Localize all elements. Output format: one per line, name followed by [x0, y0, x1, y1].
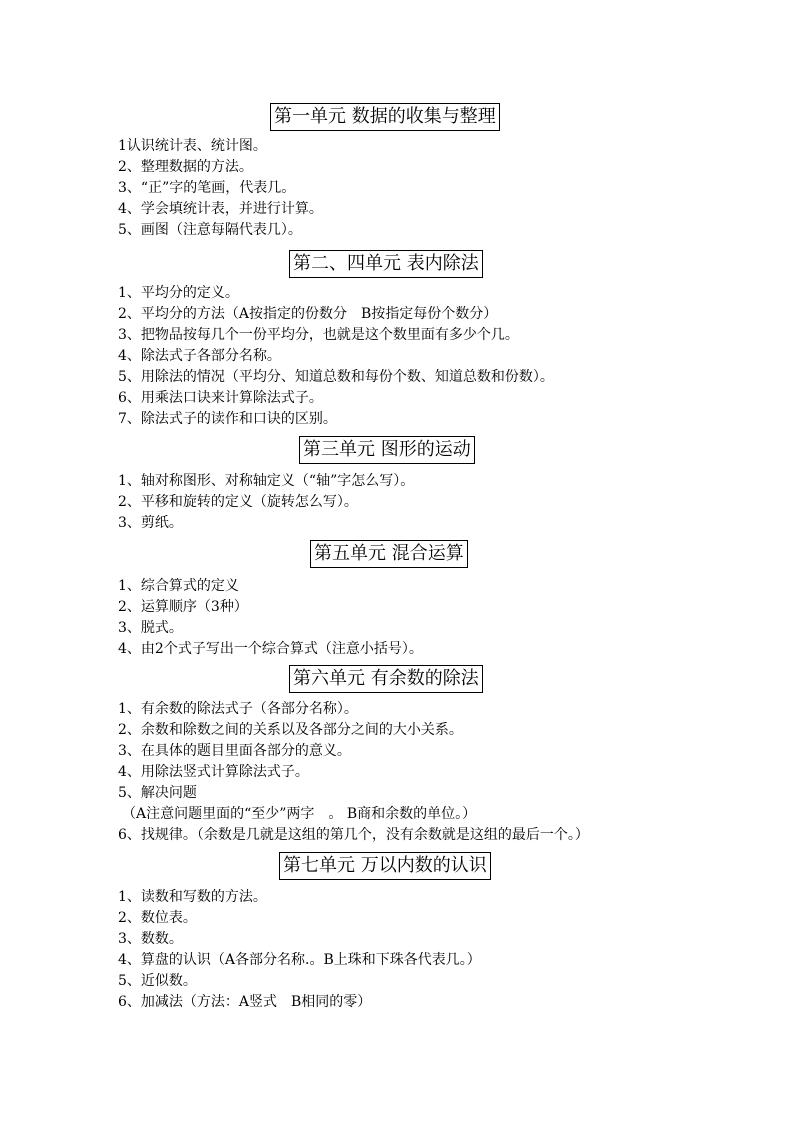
list-item: 5、用除法的情况（平均分、知道总数和每份个数、知道总数和份数）。	[118, 369, 554, 385]
list-item: 4、算盘的认识（A各部分名称.。B上珠和下珠各代表几。）	[118, 952, 481, 968]
list-item: 3、把物品按每几个一份平均分，也就是这个数里面有多少个几。	[118, 327, 519, 343]
list-item: 3、在具体的题目里面各部分的意义。	[118, 743, 351, 759]
section-title-unit-1: 第一单元 数据的收集与整理	[270, 103, 500, 131]
list-item: 1、平均分的定义。	[118, 285, 239, 301]
list-item: 3、剪纸。	[118, 515, 183, 531]
list-item: 3、数数。	[118, 931, 183, 947]
list-item: 6、用乘法口诀来计算除法式子。	[118, 390, 323, 406]
section-title-unit-3: 第三单元 图形的运动	[299, 436, 475, 464]
list-item: 5、画图（注意每隔代表几）。	[118, 222, 302, 238]
section-title-unit-7: 第七单元 万以内数的认识	[279, 852, 491, 880]
section-title-unit-2-4: 第二、四单元 表内除法	[289, 250, 483, 278]
list-item: 2、整理数据的方法。	[118, 159, 253, 175]
list-item: 1、综合算式的定义	[118, 578, 239, 594]
list-item: 7、除法式子的读作和口诀的区别。	[118, 411, 337, 427]
list-item: 2、余数和除数之间的关系以及各部分之间的大小关系。	[118, 722, 463, 738]
list-item: 3、“正”字的笔画，代表几。	[118, 180, 296, 196]
list-item: （A注意问题里面的“至少”两字 。 B商和余数的单位。）	[122, 806, 477, 822]
list-item: 2、平移和旋转的定义（旋转怎么写）。	[118, 494, 358, 510]
list-item: 4、学会填统计表，并进行计算。	[118, 201, 323, 217]
list-item: 1、有余数的除法式子（各部分名称）。	[118, 701, 358, 717]
list-item: 3、脱式。	[118, 620, 183, 636]
list-item: 4、用除法竖式计算除法式子。	[118, 764, 309, 780]
section-title-unit-6: 第六单元 有余数的除法	[289, 665, 483, 693]
list-item: 2、运算顺序（3种）	[118, 599, 248, 615]
list-item: 2、数位表。	[118, 910, 197, 926]
list-item: 1认识统计表、统计图。	[118, 138, 267, 154]
list-item: 2、平均分的方法（A按指定的份数分 B按指定每份个数分）	[118, 306, 498, 322]
list-item: 1、轴对称图形、对称轴定义（“轴”字怎么写）。	[118, 473, 415, 489]
list-item: 1、读数和写数的方法。	[118, 889, 267, 905]
section-title-unit-5: 第五单元 混合运算	[310, 540, 468, 568]
list-item: 6、加减法（方法：A竖式 B相同的零）	[118, 994, 372, 1010]
list-item: 4、由2个式子写出一个综合算式（注意小括号）。	[118, 641, 423, 657]
list-item: 4、除法式子各部分名称。	[118, 348, 281, 364]
list-item: 6、找规律。（余数是几就是这组的第几个，没有余数就是这组的最后一个。）	[118, 827, 589, 843]
list-item: 5、解决问题	[118, 785, 197, 801]
list-item: 5、近似数。	[118, 973, 197, 989]
